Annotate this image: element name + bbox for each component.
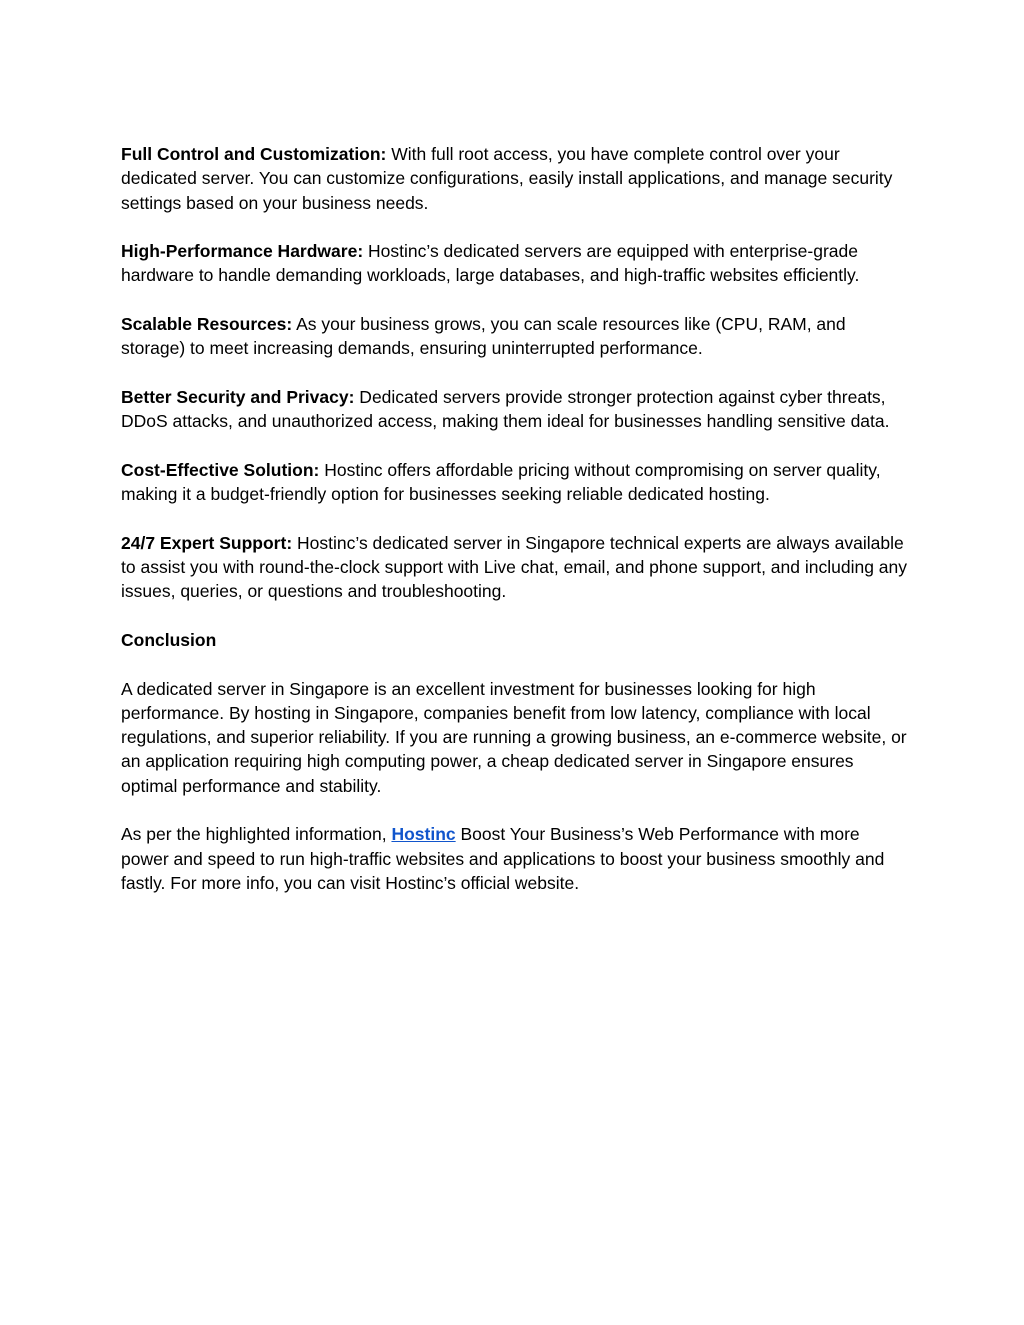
closing-prefix: As per the highlighted information, [121, 824, 392, 845]
feature-text: Hostinc offers affordable pricing without compromising on server quality, making it a budget-friendly option for businesses seeking reliable dedicated hosting. [121, 459, 881, 505]
feature-heading: Cost-Effective Solution: [121, 459, 320, 480]
feature-heading: Better Security and Privacy: [121, 386, 355, 407]
feature-heading: Scalable Resources: [121, 314, 293, 335]
feature-text: Hostinc’s dedicated servers are equipped with enterprise-grade hardware to handle demanding workloads, large databases, and high-traffic websites efficiently. [121, 241, 860, 286]
feature-expert-support [121, 531, 911, 604]
feature-text: As your business grows, you can scale resources like (CPU, RAM, and storage) to meet increasing demands, ensuring uninterrupted performance. [121, 314, 846, 359]
feature-security-privacy [121, 385, 911, 434]
section-heading: Conclusion [121, 629, 217, 650]
conclusion-body: A dedicated server in Singapore is an excellent investment for businesses looking for high performance. By hosting in Singapore, companies benefit from low latency, compliance with local regulations, and superior reliability. If you are running a growing business, an e-commerce website, or an application requiring high computing power, a cheap dedicated server in Singapore ensures optimal performance and stability. [121, 678, 907, 796]
document-page [121, 142, 911, 920]
feature-full-control [121, 142, 911, 215]
feature-cost-effective [121, 458, 911, 507]
feature-scalable-resources [121, 312, 911, 361]
feature-heading: 24/7 Expert Support: [121, 532, 293, 553]
feature-text: Dedicated servers provide stronger protection against cyber threats, DDoS attacks, and unauthorized access, making them ideal for businesses handling sensitive data. [121, 386, 890, 432]
closing-suffix: Boost Your Business’s Web Performance with more power and speed to run high-traffic websites and applications to boost your business smoothly and fastly. For more info, you can visit Hostinc’s official website. [121, 824, 885, 893]
feature-high-performance [121, 239, 911, 288]
feature-heading: High-Performance Hardware: [121, 241, 364, 262]
feature-text: Hostinc’s dedicated server in Singapore technical experts are always available to assist you with round-the-clock support with Live chat, email, and phone support, and including any issues, queries, or questions and troubleshooting. [121, 532, 908, 602]
closing-paragraph [121, 822, 911, 895]
hostinc-link[interactable]: Hostinc [391, 824, 456, 845]
conclusion-heading [121, 628, 911, 652]
feature-heading: Full Control and Customization: [121, 144, 387, 164]
feature-text: With full root access, you have complete control over your dedicated server. You can customize configurations, easily install applications, and manage security settings based on your business needs. [121, 144, 893, 213]
